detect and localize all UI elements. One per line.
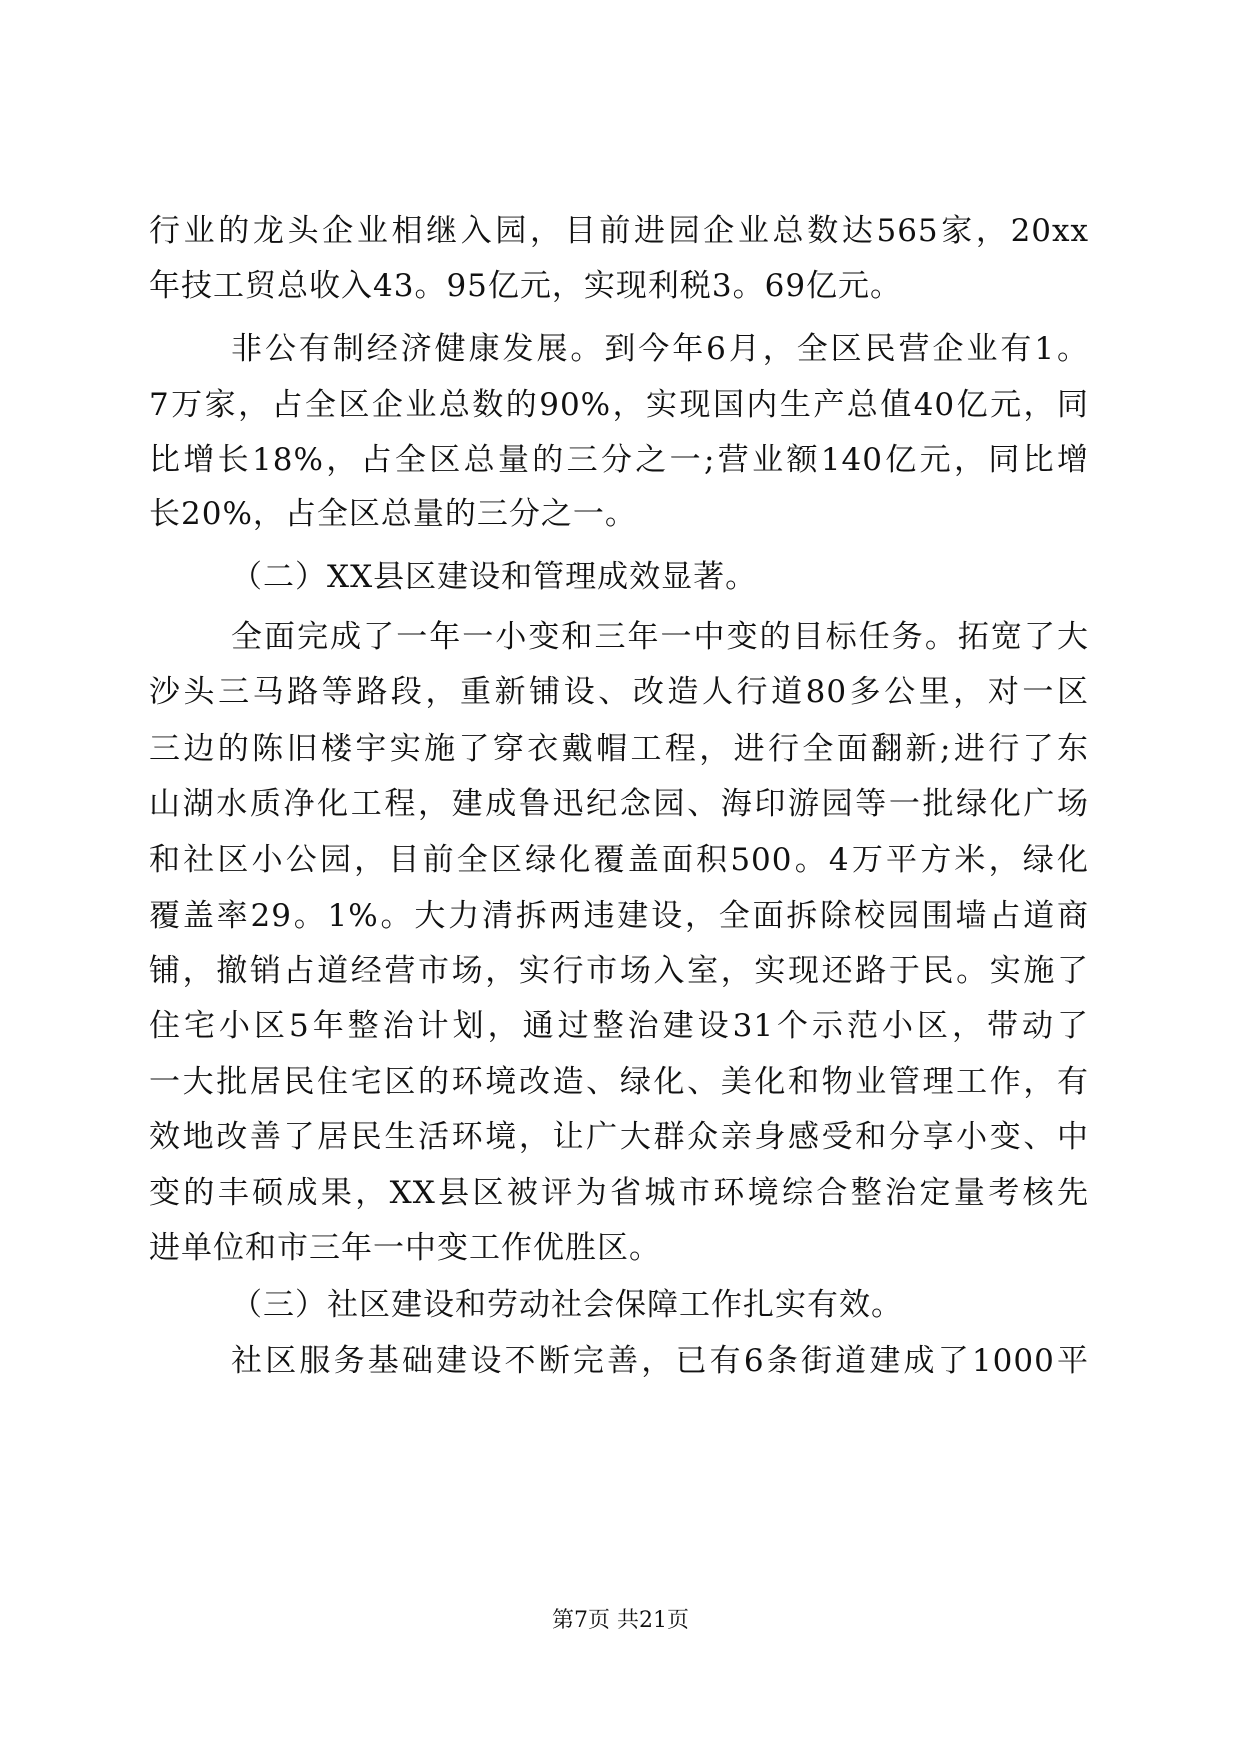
section-heading-2: （二）XX县区建设和管理成效显著。 — [231, 559, 758, 595]
text-line-2: 年技工贸总收入43。95亿元，实现利税3。69亿元。 — [149, 268, 903, 304]
text-line-21: 社区服务基础建设不断完善，已有6条街道建成了1000平 — [231, 1343, 1089, 1379]
text-line-10: 三边的陈旧楼宇实施了穿衣戴帽工程，进行全面翻新;进行了东 — [149, 731, 1089, 767]
text-line-13: 覆盖率29。1%。大力清拆两违建设，全面拆除校园围墙占道商 — [149, 898, 1089, 934]
text-line-19: 进单位和市三年一中变工作优胜区。 — [149, 1230, 661, 1266]
page-number-footer: 第7页 共21页 — [552, 1608, 689, 1633]
section-heading-3: （三）社区建设和劳动社会保障工作扎实有效。 — [231, 1287, 903, 1323]
text-line-4: 7万家，占全区企业总数的90%，实现国内生产总值40亿元，同 — [149, 387, 1089, 423]
text-line-16: 一大批居民住宅区的环境改造、绿化、美化和物业管理工作，有 — [149, 1064, 1089, 1100]
text-line-12: 和社区小公园，目前全区绿化覆盖面积500。4万平方米，绿化 — [149, 842, 1089, 878]
text-line-8: 全面完成了一年一小变和三年一中变的目标任务。拓宽了大 — [231, 619, 1089, 655]
text-line-18: 变的丰硕成果，XX县区被评为省城市环境综合整治定量考核先 — [149, 1175, 1089, 1211]
text-line-3: 非公有制经济健康发展。到今年6月，全区民营企业有1。 — [231, 331, 1089, 367]
text-line-1: 行业的龙头企业相继入园，目前进园企业总数达565家，20xx — [149, 213, 1089, 249]
text-line-14: 铺，撤销占道经营市场，实行市场入室，实现还路于民。实施了 — [149, 953, 1089, 989]
text-line-6: 长20%，占全区总量的三分之一。 — [149, 496, 637, 532]
text-line-9: 沙头三马路等路段，重新铺设、改造人行道80多公里，对一区 — [149, 674, 1089, 710]
text-line-15: 住宅小区5年整治计划，通过整治建设31个示范小区，带动了 — [149, 1008, 1089, 1044]
text-line-11: 山湖水质净化工程，建成鲁迅纪念园、海印游园等一批绿化广场 — [149, 786, 1089, 822]
text-line-5: 比增长18%，占全区总量的三分之一;营业额140亿元，同比增 — [149, 442, 1089, 478]
text-line-17: 效地改善了居民生活环境，让广大群众亲身感受和分享小变、中 — [149, 1119, 1089, 1155]
